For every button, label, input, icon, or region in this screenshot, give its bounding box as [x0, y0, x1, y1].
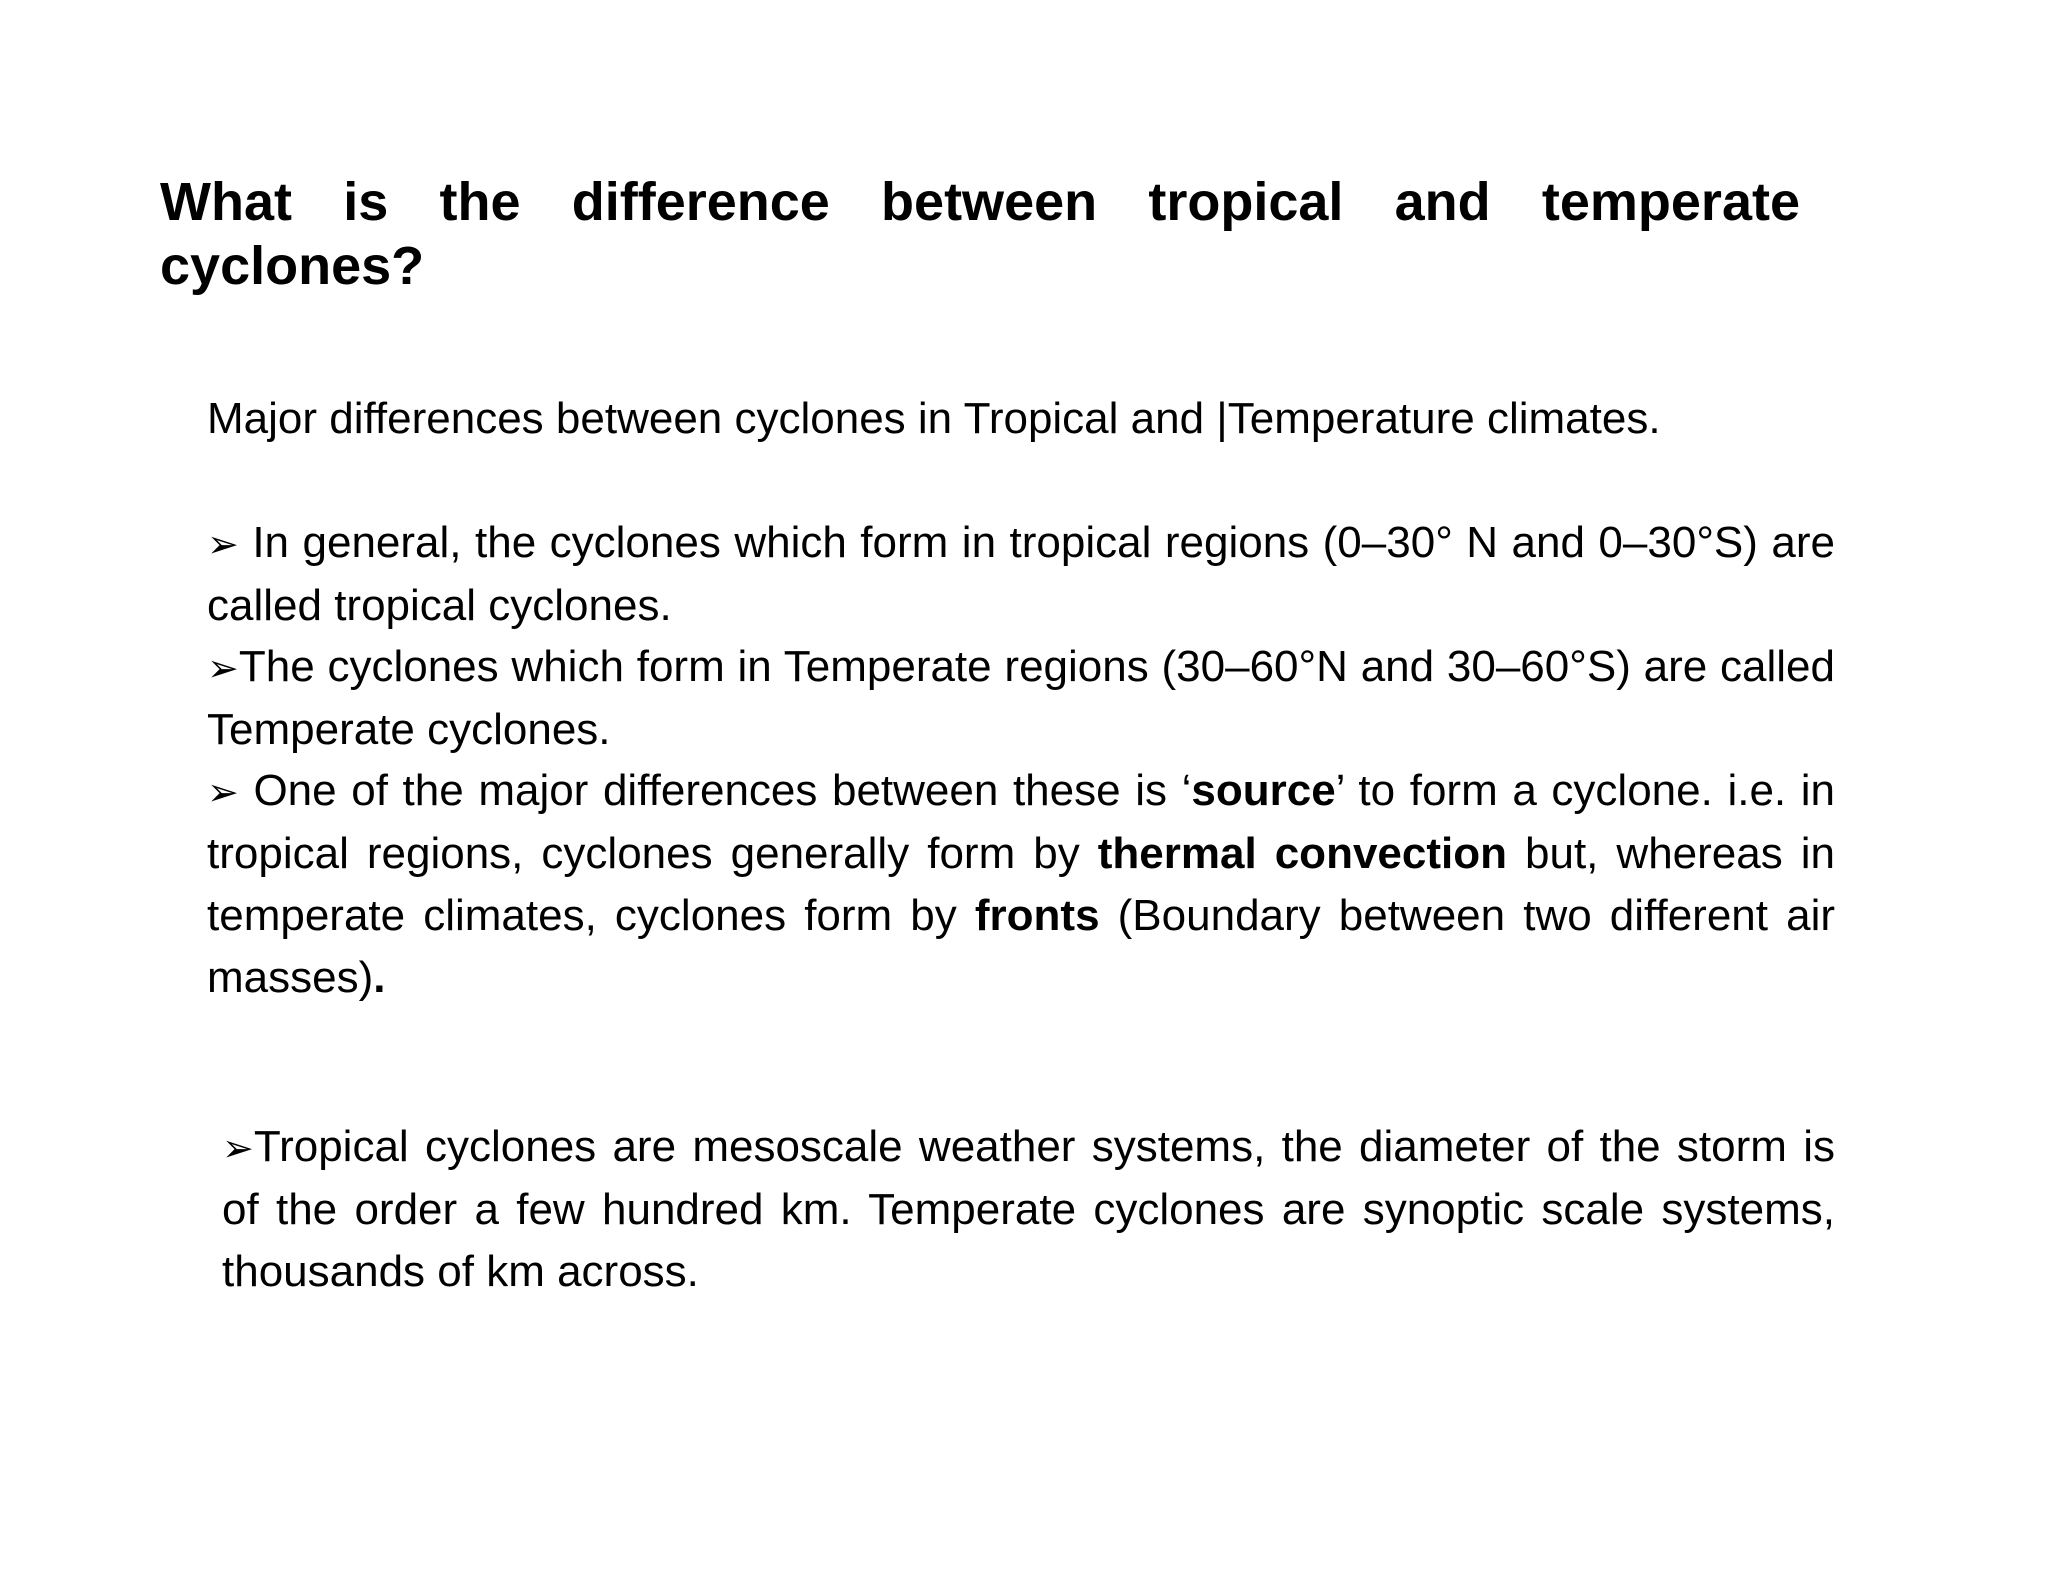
arrow-bullet-icon: ➢ [207, 646, 239, 690]
bullet-point-4 [222, 1116, 1835, 1303]
arrow-bullet-icon: ➢ [222, 1126, 254, 1170]
emphasis-source: source [1191, 766, 1336, 815]
bullet-text: One of the major differences between these is ‘ [238, 766, 1192, 815]
arrow-bullet-icon: ➢ [207, 770, 239, 814]
bullet-point-3 [207, 760, 1835, 1009]
bullet-text: The cyclones which form in Temperate regions (30–60°N and 30–60°S) are called Temperate cyclones. [207, 642, 1835, 754]
bullet-text: (Boundary between two different air masses) [207, 891, 1835, 1002]
arrow-bullet-icon: ➢ [207, 522, 239, 566]
emphasis-thermal-convection: thermal convection [1097, 829, 1507, 878]
emphasis-fronts: fronts [974, 891, 1100, 940]
bullet-text: Tropical cyclones are mesoscale weather systems, the diameter of the storm is of the order a few hundred km. Temperate cyclones are synoptic scale systems, thousands of km across. [222, 1122, 1835, 1296]
bullet-point-1 [207, 512, 1835, 637]
slide-subtitle: Major differences between cyclones in Tropical and |Temperature climates. [207, 394, 1661, 443]
bullet-text: ’ to form a cyclone. i.e. in tropical regions, cyclones generally form by [207, 766, 1836, 878]
slide-title: What is the difference between tropical and temperate cyclones? [160, 172, 1800, 296]
bullet-point-2 [207, 636, 1835, 761]
emphasis-period: . [373, 953, 386, 1002]
bullet-text: but, whereas in temperate climates, cyclones form by [207, 829, 1836, 940]
bullet-text: In general, the cyclones which form in tropical regions (0–30° N and 0–30°S) are called tropical cyclones. [207, 518, 1835, 630]
